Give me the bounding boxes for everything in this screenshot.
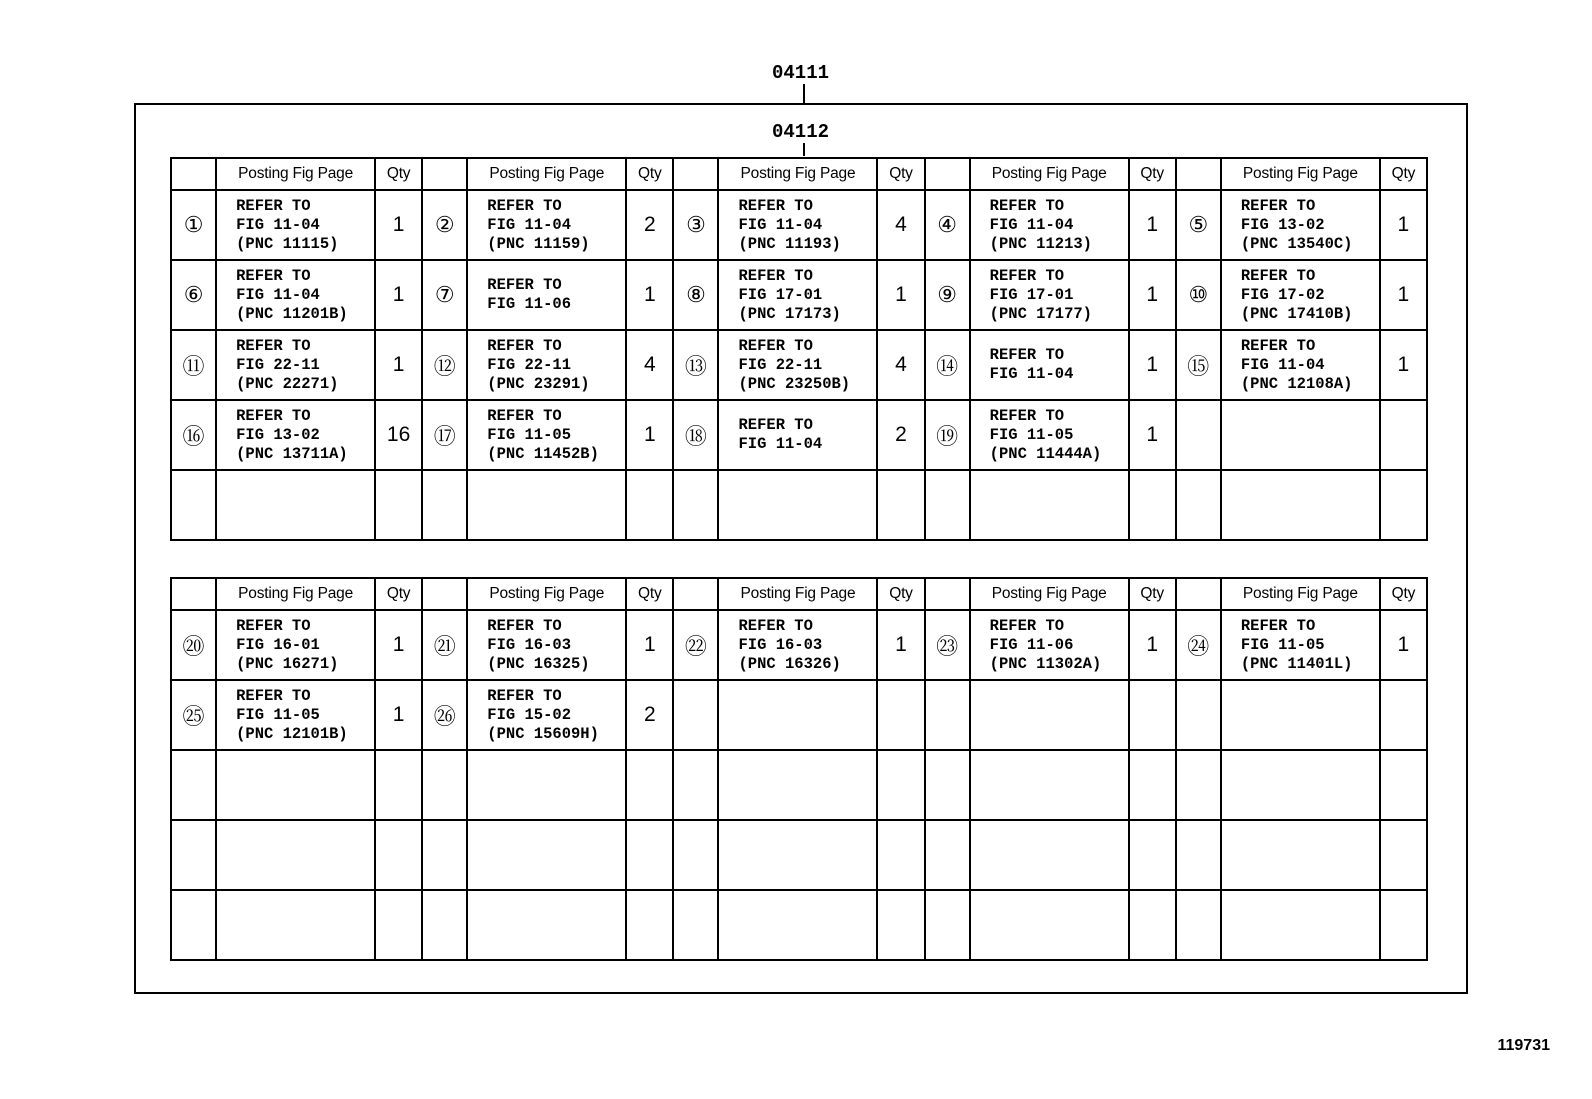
quantity bbox=[1380, 400, 1427, 470]
header-qty: Qty bbox=[626, 158, 673, 190]
diagram-id: 119731 bbox=[1497, 1037, 1550, 1054]
figure-reference bbox=[1221, 820, 1380, 890]
quantity bbox=[626, 820, 673, 890]
quantity bbox=[626, 470, 673, 540]
header-qty: Qty bbox=[626, 578, 673, 610]
quantity: 1 bbox=[877, 610, 924, 680]
header-qty: Qty bbox=[375, 578, 422, 610]
header-blank-cell bbox=[1176, 158, 1221, 190]
figure-reference: REFER TO FIG 11-04 (PNC 11193) bbox=[718, 190, 877, 260]
figure-reference: REFER TO FIG 22-11 (PNC 22271) bbox=[216, 330, 375, 400]
quantity: 1 bbox=[1380, 330, 1427, 400]
quantity: 16 bbox=[375, 400, 422, 470]
figure-reference bbox=[1221, 680, 1380, 750]
quantity bbox=[1129, 750, 1176, 820]
item-number: ⑪ bbox=[171, 330, 216, 400]
figure-reference: REFER TO FIG 11-05 (PNC 12101B) bbox=[216, 680, 375, 750]
item-number: ① bbox=[171, 190, 216, 260]
quantity: 1 bbox=[375, 330, 422, 400]
quantity: 1 bbox=[626, 610, 673, 680]
item-number bbox=[925, 890, 970, 960]
item-number bbox=[171, 750, 216, 820]
table-row bbox=[171, 470, 1427, 540]
quantity: 4 bbox=[877, 190, 924, 260]
table-row bbox=[171, 820, 1427, 890]
leader-line-04112 bbox=[803, 143, 805, 156]
figure-reference: REFER TO FIG 16-01 (PNC 16271) bbox=[216, 610, 375, 680]
item-number bbox=[171, 890, 216, 960]
item-number: ③ bbox=[673, 190, 718, 260]
quantity bbox=[1129, 820, 1176, 890]
item-number: ㉖ bbox=[422, 680, 467, 750]
item-number: ⑩ bbox=[1176, 260, 1221, 330]
header-qty: Qty bbox=[877, 158, 924, 190]
quantity: 1 bbox=[375, 680, 422, 750]
quantity bbox=[375, 820, 422, 890]
header-posting-fig-page: Posting Fig Page bbox=[718, 578, 877, 610]
figure-reference bbox=[970, 680, 1129, 750]
header-posting-fig-page: Posting Fig Page bbox=[1221, 158, 1380, 190]
item-number bbox=[673, 680, 718, 750]
figure-reference: REFER TO FIG 11-04 (PNC 11201B) bbox=[216, 260, 375, 330]
figure-reference bbox=[970, 890, 1129, 960]
table-row bbox=[171, 400, 1427, 470]
figure-reference: REFER TO FIG 13-02 (PNC 13711A) bbox=[216, 400, 375, 470]
table-row bbox=[171, 190, 1427, 260]
figure-reference: REFER TO FIG 11-05 (PNC 11452B) bbox=[467, 400, 626, 470]
item-number bbox=[673, 750, 718, 820]
table-row bbox=[171, 750, 1427, 820]
header-qty: Qty bbox=[1380, 578, 1427, 610]
header-qty: Qty bbox=[877, 578, 924, 610]
header-qty: Qty bbox=[375, 158, 422, 190]
item-number: ⑨ bbox=[925, 260, 970, 330]
quantity: 1 bbox=[1380, 260, 1427, 330]
item-number: ⑲ bbox=[925, 400, 970, 470]
figure-reference: REFER TO FIG 17-01 (PNC 17173) bbox=[718, 260, 877, 330]
parts-table-1 bbox=[170, 157, 1428, 541]
quantity bbox=[1380, 820, 1427, 890]
quantity bbox=[877, 890, 924, 960]
header-blank-cell bbox=[1176, 578, 1221, 610]
item-number: ④ bbox=[925, 190, 970, 260]
quantity bbox=[877, 680, 924, 750]
parts-table-2 bbox=[170, 577, 1428, 961]
item-number: ㉑ bbox=[422, 610, 467, 680]
quantity bbox=[877, 750, 924, 820]
figure-reference: REFER TO FIG 11-05 (PNC 11401L) bbox=[1221, 610, 1380, 680]
quantity: 1 bbox=[1129, 610, 1176, 680]
item-number bbox=[925, 750, 970, 820]
item-number: ⑮ bbox=[1176, 330, 1221, 400]
item-number: ㉒ bbox=[673, 610, 718, 680]
quantity: 1 bbox=[375, 260, 422, 330]
quantity: 1 bbox=[626, 260, 673, 330]
item-number bbox=[925, 680, 970, 750]
quantity bbox=[375, 890, 422, 960]
item-number: ⑱ bbox=[673, 400, 718, 470]
item-number bbox=[171, 820, 216, 890]
leader-line-04111 bbox=[803, 84, 805, 104]
header-blank-cell bbox=[925, 158, 970, 190]
figure-reference: REFER TO FIG 16-03 (PNC 16325) bbox=[467, 610, 626, 680]
quantity: 1 bbox=[375, 190, 422, 260]
quantity bbox=[1380, 680, 1427, 750]
table-row bbox=[171, 330, 1427, 400]
quantity: 1 bbox=[877, 260, 924, 330]
header-posting-fig-page: Posting Fig Page bbox=[216, 578, 375, 610]
item-number bbox=[1176, 750, 1221, 820]
item-number: ⑤ bbox=[1176, 190, 1221, 260]
quantity bbox=[375, 470, 422, 540]
figure-reference: REFER TO FIG 11-04 (PNC 12108A) bbox=[1221, 330, 1380, 400]
figure-reference: REFER TO FIG 13-02 (PNC 13540C) bbox=[1221, 190, 1380, 260]
item-number: ② bbox=[422, 190, 467, 260]
figure-reference: REFER TO FIG 11-06 bbox=[467, 260, 626, 330]
header-blank-cell bbox=[673, 158, 718, 190]
figure-reference bbox=[718, 890, 877, 960]
assembly-label-04111: 04111 bbox=[772, 62, 830, 84]
item-number: ㉓ bbox=[925, 610, 970, 680]
table-row bbox=[171, 610, 1427, 680]
item-number bbox=[1176, 400, 1221, 470]
figure-reference bbox=[1221, 750, 1380, 820]
item-number bbox=[1176, 470, 1221, 540]
figure-reference: REFER TO FIG 15-02 (PNC 15609H) bbox=[467, 680, 626, 750]
item-number bbox=[171, 470, 216, 540]
item-number bbox=[422, 470, 467, 540]
figure-reference: REFER TO FIG 11-05 (PNC 11444A) bbox=[970, 400, 1129, 470]
item-number: ⑰ bbox=[422, 400, 467, 470]
quantity bbox=[1129, 470, 1176, 540]
item-number: ⑦ bbox=[422, 260, 467, 330]
assembly-label-04112: 04112 bbox=[772, 121, 830, 143]
header-posting-fig-page: Posting Fig Page bbox=[1221, 578, 1380, 610]
figure-reference bbox=[718, 680, 877, 750]
item-number bbox=[1176, 680, 1221, 750]
quantity bbox=[1380, 890, 1427, 960]
header-row bbox=[171, 578, 1427, 610]
item-number: ⑫ bbox=[422, 330, 467, 400]
figure-reference bbox=[970, 750, 1129, 820]
header-posting-fig-page: Posting Fig Page bbox=[216, 158, 375, 190]
figure-reference bbox=[216, 890, 375, 960]
item-number bbox=[673, 820, 718, 890]
quantity bbox=[375, 750, 422, 820]
item-number: ⑯ bbox=[171, 400, 216, 470]
header-qty: Qty bbox=[1380, 158, 1427, 190]
quantity: 1 bbox=[1129, 190, 1176, 260]
item-number: ⑧ bbox=[673, 260, 718, 330]
item-number bbox=[673, 470, 718, 540]
figure-reference: REFER TO FIG 17-02 (PNC 17410B) bbox=[1221, 260, 1380, 330]
figure-reference: REFER TO FIG 16-03 (PNC 16326) bbox=[718, 610, 877, 680]
quantity: 1 bbox=[1129, 330, 1176, 400]
quantity: 2 bbox=[626, 190, 673, 260]
figure-reference: REFER TO FIG 17-01 (PNC 17177) bbox=[970, 260, 1129, 330]
figure-reference: REFER TO FIG 11-04 bbox=[970, 330, 1129, 400]
header-posting-fig-page: Posting Fig Page bbox=[970, 578, 1129, 610]
quantity bbox=[877, 820, 924, 890]
item-number bbox=[1176, 890, 1221, 960]
figure-reference: REFER TO FIG 22-11 (PNC 23291) bbox=[467, 330, 626, 400]
item-number: ⑳ bbox=[171, 610, 216, 680]
quantity bbox=[877, 470, 924, 540]
figure-reference bbox=[970, 820, 1129, 890]
figure-reference: REFER TO FIG 11-04 (PNC 11213) bbox=[970, 190, 1129, 260]
figure-reference bbox=[467, 890, 626, 960]
figure-reference bbox=[1221, 890, 1380, 960]
item-number bbox=[925, 820, 970, 890]
figure-reference: REFER TO FIG 22-11 (PNC 23250B) bbox=[718, 330, 877, 400]
figure-reference bbox=[216, 750, 375, 820]
header-qty: Qty bbox=[1129, 578, 1176, 610]
item-number: ⑥ bbox=[171, 260, 216, 330]
quantity bbox=[1380, 470, 1427, 540]
figure-reference bbox=[216, 820, 375, 890]
header-blank-cell bbox=[171, 158, 216, 190]
item-number bbox=[422, 750, 467, 820]
quantity: 1 bbox=[1129, 400, 1176, 470]
header-blank-cell bbox=[422, 158, 467, 190]
item-number: ㉕ bbox=[171, 680, 216, 750]
quantity bbox=[626, 890, 673, 960]
item-number bbox=[422, 890, 467, 960]
header-posting-fig-page: Posting Fig Page bbox=[718, 158, 877, 190]
header-blank-cell bbox=[925, 578, 970, 610]
item-number bbox=[1176, 820, 1221, 890]
quantity: 1 bbox=[1380, 190, 1427, 260]
header-posting-fig-page: Posting Fig Page bbox=[970, 158, 1129, 190]
quantity: 2 bbox=[626, 680, 673, 750]
quantity bbox=[1129, 890, 1176, 960]
header-qty: Qty bbox=[1129, 158, 1176, 190]
header-blank-cell bbox=[422, 578, 467, 610]
quantity: 1 bbox=[375, 610, 422, 680]
header-posting-fig-page: Posting Fig Page bbox=[467, 158, 626, 190]
figure-reference: REFER TO FIG 11-04 bbox=[718, 400, 877, 470]
item-number: ⑬ bbox=[673, 330, 718, 400]
figure-reference: REFER TO FIG 11-06 (PNC 11302A) bbox=[970, 610, 1129, 680]
figure-reference: REFER TO FIG 11-04 (PNC 11159) bbox=[467, 190, 626, 260]
figure-reference bbox=[467, 470, 626, 540]
figure-reference bbox=[467, 820, 626, 890]
item-number: ㉔ bbox=[1176, 610, 1221, 680]
quantity: 4 bbox=[626, 330, 673, 400]
figure-reference bbox=[216, 470, 375, 540]
item-number: ⑭ bbox=[925, 330, 970, 400]
quantity: 2 bbox=[877, 400, 924, 470]
item-number bbox=[673, 890, 718, 960]
table-row bbox=[171, 890, 1427, 960]
figure-reference bbox=[718, 820, 877, 890]
header-posting-fig-page: Posting Fig Page bbox=[467, 578, 626, 610]
table-row bbox=[171, 260, 1427, 330]
header-row bbox=[171, 158, 1427, 190]
figure-reference bbox=[467, 750, 626, 820]
figure-reference bbox=[1221, 470, 1380, 540]
quantity: 1 bbox=[626, 400, 673, 470]
quantity bbox=[1129, 680, 1176, 750]
figure-reference: REFER TO FIG 11-04 (PNC 11115) bbox=[216, 190, 375, 260]
quantity: 1 bbox=[1129, 260, 1176, 330]
figure-reference bbox=[1221, 400, 1380, 470]
item-number bbox=[422, 820, 467, 890]
table-row bbox=[171, 680, 1427, 750]
figure-reference bbox=[718, 470, 877, 540]
quantity bbox=[626, 750, 673, 820]
header-blank-cell bbox=[171, 578, 216, 610]
quantity: 1 bbox=[1380, 610, 1427, 680]
quantity: 4 bbox=[877, 330, 924, 400]
quantity bbox=[1380, 750, 1427, 820]
figure-reference bbox=[718, 750, 877, 820]
header-blank-cell bbox=[673, 578, 718, 610]
item-number bbox=[925, 470, 970, 540]
figure-reference bbox=[970, 470, 1129, 540]
